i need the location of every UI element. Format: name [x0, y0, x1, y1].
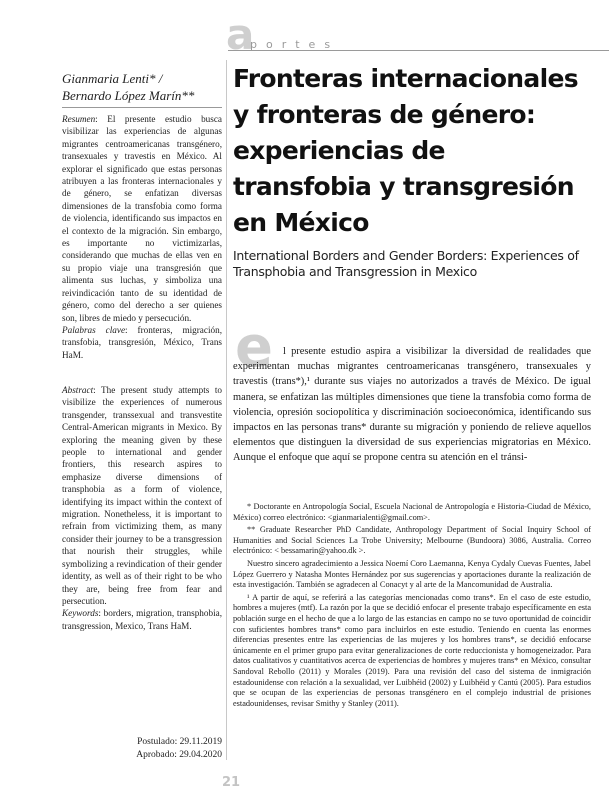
keywords-es-text: : fronteras, migración, transfobia, transgresión, México, [62, 324, 222, 348]
footnotes [233, 502, 591, 711]
keywords-en-end: Trans HaM. [147, 620, 192, 631]
article-title: Fronteras internacionales y fronteras de género: experiencias de transfobia y transgresión en México [233, 64, 578, 237]
footnote-author-1: * Doctorante en Antropología Social, Escuela Nacional de Antropología e Historia-Ciudad de México, México) correo electrónico: <gianmarialenti@gmail.com>. [233, 502, 591, 522]
page-number: 21 [222, 775, 241, 790]
author-block [62, 70, 222, 104]
author-first: Gianmaria Lenti* / [62, 71, 163, 86]
abstract-es-label: Resumen [62, 114, 96, 124]
abstract-spanish [62, 113, 222, 361]
abstract-es-text: : El presente estudio busca visibilizar las experiencias de algunas migrantes centroamericanas transgénero, transexuales y travestis en México. Al explorar el significado que estas personas atribuyen a las fronteras internacionales y de género, se enfatizan diversas dimensiones de la transfobia como forma de violencia, identificando sus impactos en el contexto de la migración. Sin embargo, es importante no victimizarlas, considerando que muchas de ellas ven en su propio viaje una transgresión que alimenta sus luchas, y simboliza una reivindicación tanto de su identidad de género, como del derecho a ser quienes son, libres de miedo y persecución. [62, 114, 222, 323]
date-posted: Postulado: 29.11.2019 [137, 737, 222, 747]
submission-dates [62, 736, 222, 762]
footnote-1: ¹ A partir de aquí, se referirá a las categorías mencionadas como trans*. En el caso de este estudio, hombres a mujeres (mtf). La razón por la que se decidió enfocar el presente trabajo específicamente en esta población surge en el hecho de que a lo largo de las estancias en campo no se tuvo oportunidad de coincidir con suficientes hombres trans* como para incluirlos en este estudio. Teniendo en cuenta las enormes diferencias presentes entre las experiencias de las mujeres y los hombres trans*, se decidió enfocarse únicamente en el primer grupo para evitar generalizaciones de corte reduccionista y homogeneizador. Para datos cualitativos y cuantitativos acerca de experiencias de hombres y mujeres trans* en México, consultar Sandoval Rebollo (2011) y Morales (2019). Para una revisión del caso del sistema de inmigración estadounidense con relación a la sexualidad, ver Luibhéid (2002) y Luibhéid y Cantú (2005). Para estudios que se ocupan de las experiencias de personas transgénero en el complejo industrial de prisiones estadounidenses, revisar Smithy y Stanley (2011). [233, 592, 591, 708]
keywords-es-label: Palabras clave [62, 324, 126, 335]
author-second: Bernardo López Marín** [62, 88, 195, 103]
abstract-en-text: : The present study attempts to visibilize the experiences of numerous transgender, transsexual and transvestite Central-American migrants in Mexico. By exploring the meaning given by these people to international and gender frontiers, this research aspires to emphasize diverse dimensions of transphobia as a form of violence, identifying its impact within the context of migration. Nonetheless, it is important to refrain from victimizing them, as many consider their journey to be a transgression that nourish their struggles, while symbolizing a revindication of their gender identity, as well as of their right to be who they are, being free from fear and persecution. [62, 385, 222, 606]
abstract-en-label: Abstract [62, 385, 94, 395]
abstract-en-paragraph [62, 384, 222, 607]
section-initial: a [226, 10, 255, 59]
section-label: portes [250, 38, 340, 51]
body-text [233, 344, 591, 466]
drop-cap: e [235, 315, 273, 380]
abstract-es-paragraph [62, 113, 222, 324]
footnote-author-2: ** Graduate Researcher PhD Candidate, Anthropology Department of Social Inquiry School of Humanities and Social Sciences La Trobe University; Melbourne (Bundoora) 3086, Australia. Correo electrónico: < bessamarin@yahoo.dk >. [233, 525, 591, 556]
article-subtitle: International Borders and Gender Borders: Experiences of Transphobia and Transgression in Mexico [233, 248, 579, 279]
keywords-en-label: Keywords [62, 608, 99, 619]
keywords-es-end: Trans HaM. [62, 337, 222, 360]
abstract-english [62, 384, 222, 632]
column-divider [226, 60, 227, 760]
date-approved: Aprobado: 29.04.2020 [136, 750, 222, 760]
footnote-acknowledgement: Nuestro sincero agradecimiento a Jessica Noemí Coro Laemanna, Kenya Cydaly Cuevas Fuentes, Jabel López Guerrero y Natasha Montes Hernández por sus sugerencias y aportaciones durante la realización de esta investigación. También se agradecen al Conacyt y al arte de la Mancomunidad de Australia. [233, 558, 591, 590]
body-paragraph: l presente estudio aspira a visibilizar la diversidad de realidades que experimentan muchas migrantes centroamericanas transgénero, transexuales y travestis (trans*),¹ durante sus viajes no autorizados a través de México. De igual manera, se enfatizan las múltiples dimensiones que tiene la transfobia como forma de violencia, opresión sociopolítica y discriminación socioeconómica, identificando sus impactos en las personas trans* durante su migración y poniendo de relieve aquellos elementos que distinguen la diversidad de sus experiencias migratorias en México. Aunque el enfoque que aquí se propone centra su atención en el tránsi- [233, 346, 591, 464]
keywords-en [62, 607, 222, 632]
keywords-en-text: : borders, migration, transphobia, transgression, Mexico, [62, 608, 222, 631]
keywords-es [62, 324, 222, 361]
author-rule [62, 107, 222, 108]
